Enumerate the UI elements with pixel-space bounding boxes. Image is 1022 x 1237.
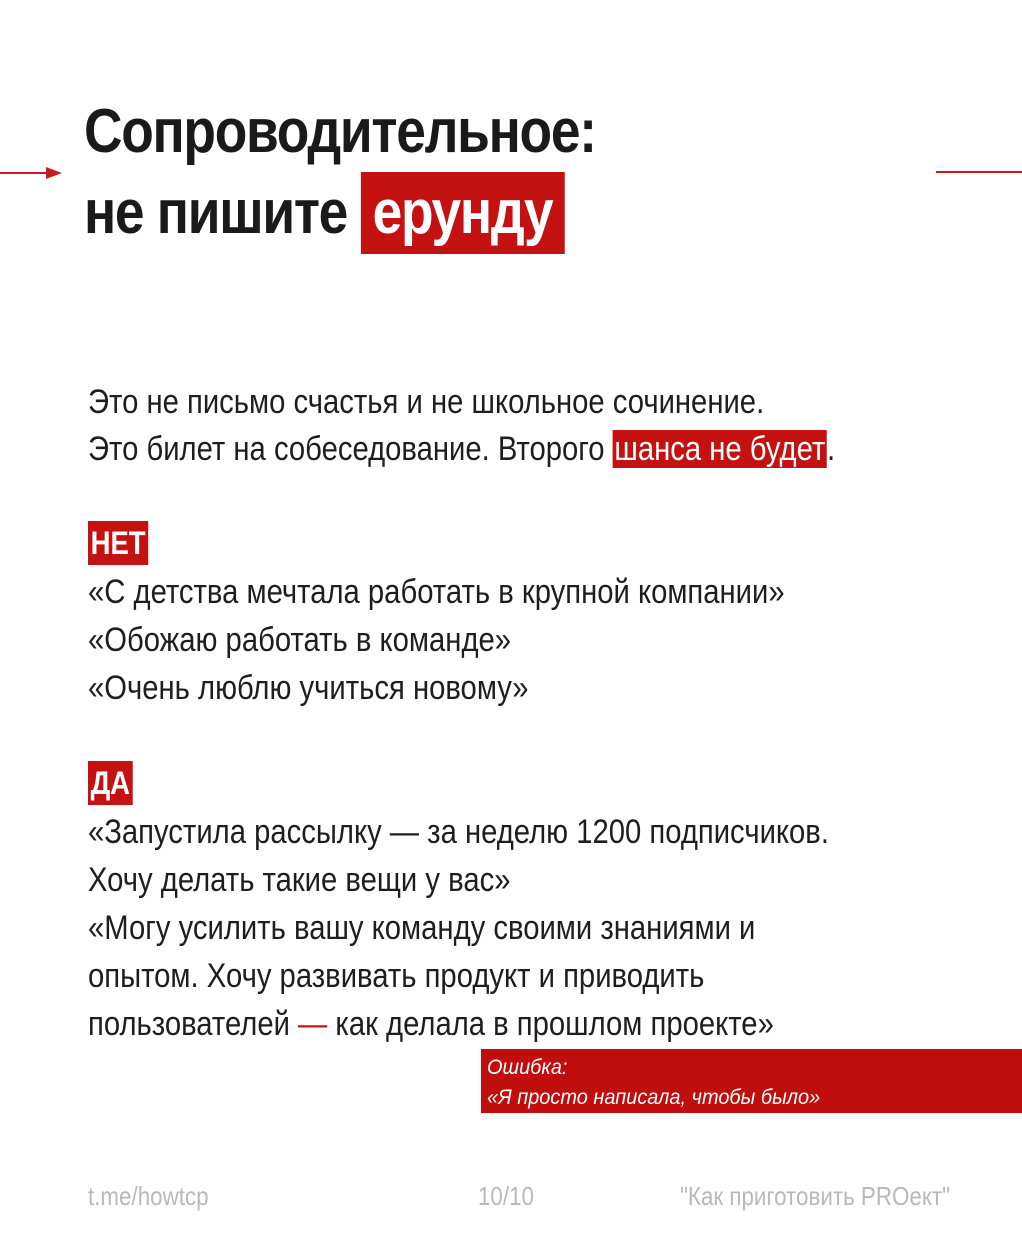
yes-quote-line: «Запустила рассылку — за неделю 1200 подписчиков. [88, 813, 829, 851]
yes-tag: ДА [88, 761, 133, 805]
series-title: "Как приготовить PROект" [680, 1181, 951, 1211]
intro-line-2 [88, 427, 835, 471]
title-highlight: ерунду [361, 172, 565, 254]
yes-last-after: как делала в прошлом проекте» [327, 1005, 774, 1043]
title-line-2: не пишите [84, 178, 348, 247]
error-text: «Я просто написала, чтобы было» [487, 1086, 821, 1109]
arrow-right-icon [46, 167, 62, 179]
title-line-1: Сопроводительное: [84, 97, 596, 166]
page-title [84, 92, 596, 254]
page-counter: 10/10 [478, 1181, 534, 1211]
no-quote: «Обожаю работать в команде» [88, 621, 512, 659]
intro-line-2-end: . [827, 430, 836, 468]
left-arrow-line [0, 172, 48, 174]
no-quote: «С детства мечтала работать в крупной компании» [88, 573, 785, 611]
intro-line-2-text: Это билет на собеседование. Второго [88, 430, 613, 468]
no-quote: «Очень люблю учиться новому» [88, 669, 529, 707]
footer-link[interactable]: t.me/howtcp [88, 1181, 209, 1211]
yes-quote-line [88, 1002, 774, 1046]
intro-line-1: Это не письмо счастья и не школьное сочинение. [88, 383, 765, 421]
red-dash: — [298, 1005, 328, 1043]
no-tag: НЕТ [88, 521, 148, 565]
yes-quote-line: опытом. Хочу развивать продукт и приводить [88, 957, 705, 995]
error-label: Ошибка: [487, 1056, 568, 1079]
yes-last-before: пользователей [88, 1005, 299, 1043]
yes-quote-line: Хочу делать такие вещи у вас» [88, 861, 511, 899]
intro-highlight: шанса не будет [614, 430, 826, 468]
yes-quote-line: «Могу усилить вашу команду своими знаниями и [88, 909, 756, 947]
right-deco-line [936, 171, 1022, 173]
error-note [481, 1049, 1022, 1113]
